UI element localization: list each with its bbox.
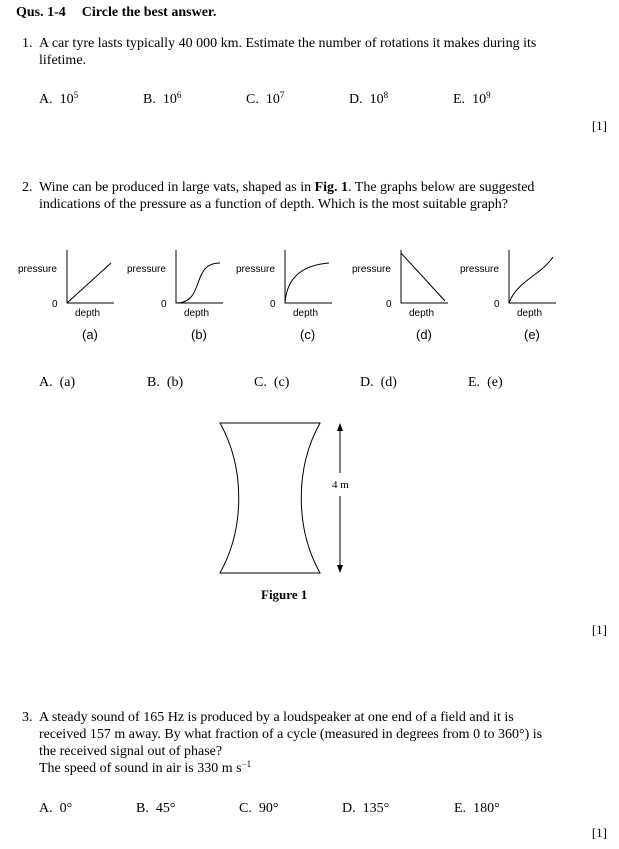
graph-x-label: depth bbox=[517, 308, 543, 319]
vat-figure bbox=[210, 418, 360, 578]
question-3-text-line4: The speed of sound in air is 330 m $s^{-1}$ bbox=[39, 759, 252, 776]
q1-option-e[interactable]: E. $10^9$ bbox=[453, 90, 491, 107]
vat-outline bbox=[220, 423, 320, 573]
fig-reference: Fig. 1 bbox=[314, 180, 349, 195]
question-3-number: 3. bbox=[22, 710, 33, 725]
graph-axes bbox=[176, 250, 223, 303]
graph-curve bbox=[67, 263, 111, 303]
graph-tag: (c) bbox=[300, 327, 316, 342]
graph-axes bbox=[285, 250, 332, 303]
q1-option-d[interactable]: D. $10^8$ bbox=[349, 90, 389, 107]
q3-option-b[interactable]: B. 45° bbox=[136, 801, 176, 816]
section-instruction: Circle the best answer. bbox=[81, 5, 217, 20]
q2-option-c[interactable]: C. (c) bbox=[254, 375, 290, 390]
q1-option-c[interactable]: C. $10^7$ bbox=[246, 90, 285, 107]
q3-mark: [1] bbox=[591, 825, 607, 840]
graph-axes bbox=[401, 250, 448, 303]
graph-plot bbox=[64, 248, 124, 308]
graph-curve bbox=[285, 263, 329, 303]
graph-y-label: pressure bbox=[460, 264, 499, 275]
graph-x-label: depth bbox=[409, 308, 435, 319]
question-1-text-line2: lifetime. bbox=[39, 53, 87, 68]
graph-x-label: depth bbox=[184, 308, 210, 319]
q2-option-a[interactable]: A. (a) bbox=[39, 375, 76, 390]
graph-y-label: pressure bbox=[18, 264, 57, 275]
q3-option-e[interactable]: E. 180° bbox=[454, 801, 500, 816]
height-label: 4 m bbox=[332, 479, 349, 491]
arrowhead-up bbox=[337, 423, 343, 431]
graph-y-label: pressure bbox=[352, 264, 391, 275]
graph-origin-label: 0 bbox=[161, 299, 167, 310]
question-2-text-line1: Wine can be produced in large vats, shaped as in Fig. 1. The graphs below are suggested bbox=[39, 180, 535, 195]
graph-plot bbox=[506, 248, 566, 308]
section-header bbox=[16, 5, 216, 21]
graph-y-label: pressure bbox=[127, 264, 166, 275]
q2-option-b[interactable]: B. (b) bbox=[147, 375, 184, 390]
q3-option-c[interactable]: C. 90° bbox=[239, 801, 279, 816]
figure-caption: Figure 1 bbox=[261, 587, 308, 602]
graph-curve bbox=[176, 263, 220, 303]
graph-y-label: pressure bbox=[236, 264, 275, 275]
question-2-text-line2: indications of the pressure as a function of depth. Which is the most suitable graph? bbox=[39, 197, 509, 212]
graph-tag: (e) bbox=[524, 327, 540, 342]
question-3-text-line3: the received signal out of phase? bbox=[39, 744, 223, 759]
q2-mark: [1] bbox=[591, 622, 607, 637]
q1-option-a[interactable]: A. $10^5$ bbox=[39, 90, 79, 107]
graph-plot bbox=[173, 248, 233, 308]
graph-plot bbox=[398, 248, 458, 308]
q3-option-d[interactable]: D. 135° bbox=[342, 801, 390, 816]
graph-tag: (d) bbox=[416, 327, 432, 342]
graph-origin-label: 0 bbox=[386, 299, 392, 310]
graph-plot bbox=[282, 248, 342, 308]
graph-axes bbox=[67, 250, 114, 303]
graph-curve bbox=[401, 253, 445, 301]
q2-option-d[interactable]: D. (d) bbox=[360, 375, 397, 390]
graph-x-label: depth bbox=[75, 308, 101, 319]
section-label: Qus. 1-4 bbox=[16, 5, 66, 20]
question-2-number: 2. bbox=[22, 180, 33, 195]
q3-option-a[interactable]: A. 0° bbox=[39, 801, 73, 816]
q2-option-e[interactable]: E. (e) bbox=[468, 375, 503, 390]
graph-curve bbox=[509, 257, 553, 303]
question-1-number: 1. bbox=[22, 36, 33, 51]
graph-origin-label: 0 bbox=[270, 299, 276, 310]
graph-tag: (b) bbox=[191, 327, 207, 342]
q1-option-b[interactable]: B. $10^6$ bbox=[143, 90, 182, 107]
question-3-text-line1: A steady sound of 165 Hz is produced by a loudspeaker at one end of a field and it is bbox=[39, 710, 514, 725]
question-1-text-line1: A car tyre lasts typically 40 000 km. Estimate the number of rotations it makes during its bbox=[39, 36, 537, 51]
graph-x-label: depth bbox=[293, 308, 319, 319]
q1-mark: [1] bbox=[591, 118, 607, 133]
graph-origin-label: 0 bbox=[494, 299, 500, 310]
arrowhead-down bbox=[337, 565, 343, 573]
graph-origin-label: 0 bbox=[52, 299, 58, 310]
graph-tag: (a) bbox=[82, 327, 98, 342]
question-3-text-line2: received 157 m away. By what fraction of a cycle (measured in degrees from 0 to 360°) is bbox=[39, 727, 543, 742]
